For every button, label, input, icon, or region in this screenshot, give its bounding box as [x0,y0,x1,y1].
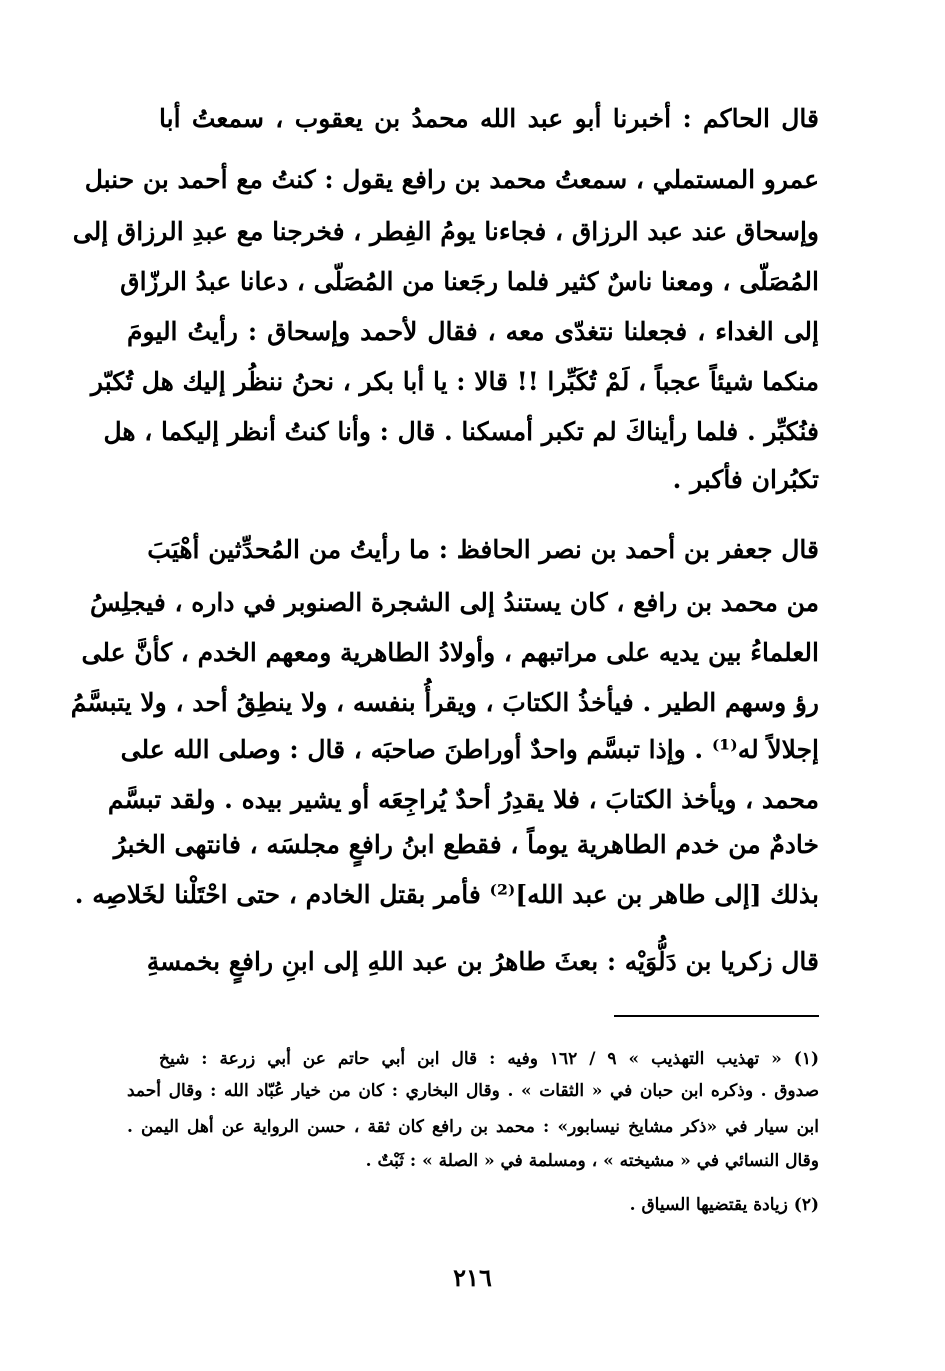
paragraph-3-line-1: قال زكريا بن دَلُّوَيْه : بعثَ طاهرُ بن عبد اللهِ إلى ابنِ رافعٍ بخمسةِ [146,947,819,976]
paragraph-1-line-2: عمرو المستملي ، سمعتُ محمد بن رافع يقول : كنتُ مع أحمد بن حنبل [84,165,819,194]
paragraph-2-line-5: إجلالاً له⁽¹⁾ . وإذا تبسَّم واحدٌ أوراطنَ صاحبَه ، قال : وصلى الله على [120,735,819,764]
paragraph-2-line-7: خادمٌ من خدم الطاهرية يوماً ، فقطع ابنُ رافعٍ مجلسَه ، فانتهى الخبرُ [113,830,819,859]
page-number: ٢١٦ [453,1263,492,1292]
paragraph-2-line-3: العلماءُ بين يديه على مراتبهم ، وأولادُ الطاهرية ومعهم الخدم ، كأنَّ على [81,638,819,667]
paragraph-2-line-8: بذلك [إلى طاهر بن عبد الله]⁽²⁾ فأمر بقتل الخادم ، حتى احْتَلْنا لخَلاصِه . [74,880,819,909]
paragraph-1-line-7: فنُكبِّر . فلما رأيناكَ لم تكبر أمسكنا . قال : وأنا كنتُ أنظر إليكما ، هل [103,417,819,446]
paragraph-1-line-1: قال الحاكم : أخبرنا أبو عبد الله محمدُ بن يعقوب ، سمعتُ أبا [159,104,819,133]
footnote-1-line-3: ابن سيار في «ذكر مشايخ نيسابور» : محمد بن رافع كان ثقة ، حسن الرواية عن أهل اليمن . [127,1117,819,1137]
paragraph-2-line-1: قال جعفر بن أحمد بن نصر الحافظ : ما رأيتُ من المُحدِّثين أهْيَبَ [147,535,819,564]
paragraph-2-line-6: محمد ، ويأخذ الكتابَ ، فلا يقدِرُ أحدٌ يُراجِعَه أو يشير بيده . ولقد تبسَّم [107,785,819,814]
paragraph-1-line-6: منكما شيئاً عجباً ، لَمْ تُكَبِّرا !! قالا : يا أبا بكر ، نحنُ ننظُر إليك هل تُكبّر [90,367,819,396]
footnote-2-line-1: (٢) زيادة يقتضيها السياق . [629,1195,819,1215]
footnote-1-line-1: (١) « تهذيب التهذيب » ٩ / ١٦٢ وفيه : قال ابن أبي حاتم عن أبي زرعة : شيخ [159,1049,819,1069]
footnote-1-line-2: صدوق . وذكره ابن حبان في « الثقات » . وقال البخاري : كان من خيار عُبّاد الله : وقال أحمد [127,1081,819,1101]
paragraph-2-line-2: من محمد بن رافع ، كان يستندُ إلى الشجرة الصنوبر في داره ، فيجلِسُ [90,588,819,617]
paragraph-1-line-4: المُصَلّى ، ومعنا ناسٌ كثير فلما رجَعنا من المُصَلّى ، دعانا عبدُ الرزّاق [120,267,819,296]
paragraph-1-line-3: وإسحاق عند عبد الرزاق ، فجاءنا يومُ الفِطر ، فخرجنا مع عبدِ الرزاق إلى [72,217,819,246]
paragraph-1-line-8: تكبُران فأكبر . [672,465,819,494]
paragraph-2-line-4: رؤ وسهم الطير . فيأخذُ الكتابَ ، ويقرأُ بنفسه ، ولا ينطِقُ أحد ، ولا يتبسَّمُ [70,688,819,717]
paragraph-1-line-5: إلى الغداء ، فجعلنا نتغدّى معه ، فقال لأحمد وإسحاق : رأيتُ اليومَ [127,317,819,346]
footnote-1-line-4: وقال النسائي في « مشيخته » ، ومسلمة في « الصلة » : ثَبْتٌ . [365,1151,819,1171]
footnote-separator [614,1015,819,1017]
